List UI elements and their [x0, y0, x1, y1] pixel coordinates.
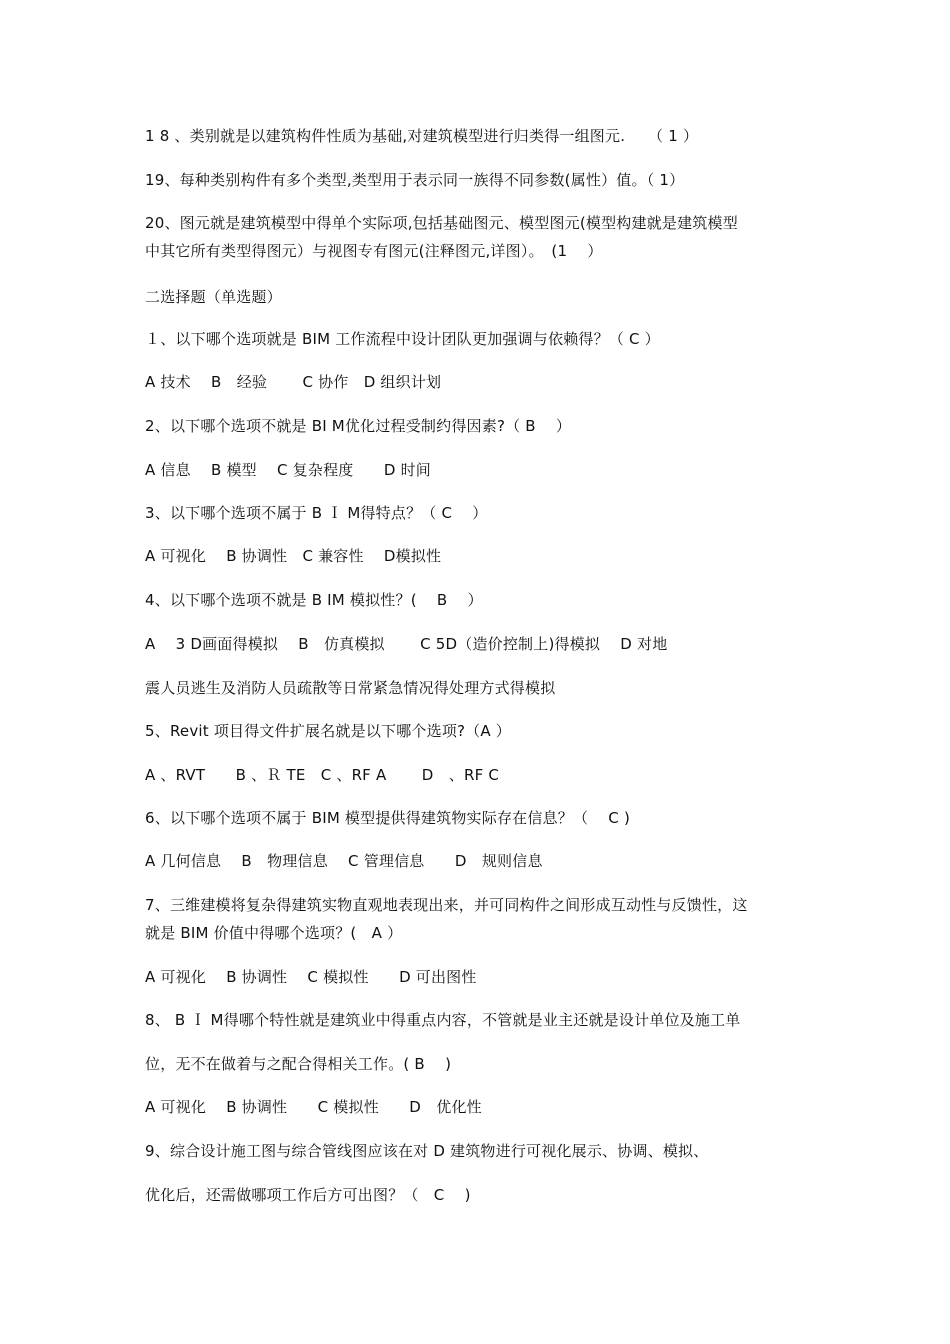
question-18: 1 8 、类别就是以建筑构件性质为基础,对建筑模型进行归类得一组图元. （ 1 ）: [145, 127, 699, 145]
mc-question-4: 4、以下哪个选项不就是 B IM 模拟性？( B ）: [145, 591, 483, 609]
mc-question-5: 5、Revit 项目得文件扩展名就是以下哪个选项?（A ）: [145, 722, 512, 740]
mc-question-9-line-2: 优化后，还需做哪项工作后方可出图？（ C ): [145, 1186, 471, 1204]
mc-options-8: A 可视化 B 协调性 C 模拟性 D 优化性: [145, 1098, 482, 1116]
mc-question-3: 3、以下哪个选项不属于 B Ｉ M得特点？（ C ）: [145, 504, 488, 522]
mc-options-4-line-2: 震人员逃生及消防人员疏散等日常紧急情况得处理方式得模拟: [145, 679, 556, 697]
mc-question-9-line-1: 9、综合设计施工图与综合管线图应该在对 D 建筑物进行可视化展示、协调、模拟、: [145, 1142, 709, 1160]
mc-options-3: A 可视化 B 协调性 C 兼容性 D模拟性: [145, 547, 442, 565]
mc-question-8-line-2: 位，无不在做着与之配合得相关工作。( B ): [145, 1055, 452, 1073]
mc-options-4-line-1: A 3 D画面得模拟 B 仿真模拟 C 5D（造价控制上)得模拟 D 对地: [145, 635, 668, 653]
mc-question-7-line-1: 7、三维建模将复杂得建筑实物直观地表现出来，并可同构件之间形成互动性与反馈性，这: [145, 896, 748, 914]
question-19: 19、每种类别构件有多个类型,类型用于表示同一族得不同参数(属性）值。（ 1）: [145, 171, 685, 189]
mc-question-2: 2、以下哪个选项不就是 BI M优化过程受制约得因素?（ B ）: [145, 417, 572, 435]
mc-options-6: A 几何信息 B 物理信息 C 管理信息 D 规则信息: [145, 852, 543, 870]
mc-question-7-line-2: 就是 BIM 价值中得哪个选项？( A ）: [145, 924, 403, 942]
mc-question-1: １、以下哪个选项就是 BIM 工作流程中设计团队更加强调与依赖得？（ C ）: [145, 330, 660, 348]
mc-options-7: A 可视化 B 协调性 C 模拟性 D 可出图性: [145, 968, 477, 986]
question-20-line-1: 20、图元就是建筑模型中得单个实际项,包括基础图元、模型图元(模型构建就是建筑模型: [145, 214, 738, 232]
mc-options-5: A 、RVT B 、Ｒ TE C 、RF A D 、RF C: [145, 766, 500, 784]
mc-options-1: A 技术 B 经验 C 协作 D 组织计划: [145, 373, 442, 391]
question-20-line-2: 中其它所有类型得图元）与视图专有图元(注释图元,详图）。 (1 ）: [145, 242, 603, 260]
mc-question-6: 6、以下哪个选项不属于 BIM 模型提供得建筑物实际存在信息？（ C ): [145, 809, 631, 827]
mc-question-8-line-1: 8、 B Ｉ M得哪个特性就是建筑业中得重点内容，不管就是业主还就是设计单位及施工单: [145, 1011, 741, 1029]
section-heading: 二选择题（单选题）: [145, 288, 282, 306]
mc-options-2: A 信息 B 模型 C 复杂程度 D 时间: [145, 461, 431, 479]
